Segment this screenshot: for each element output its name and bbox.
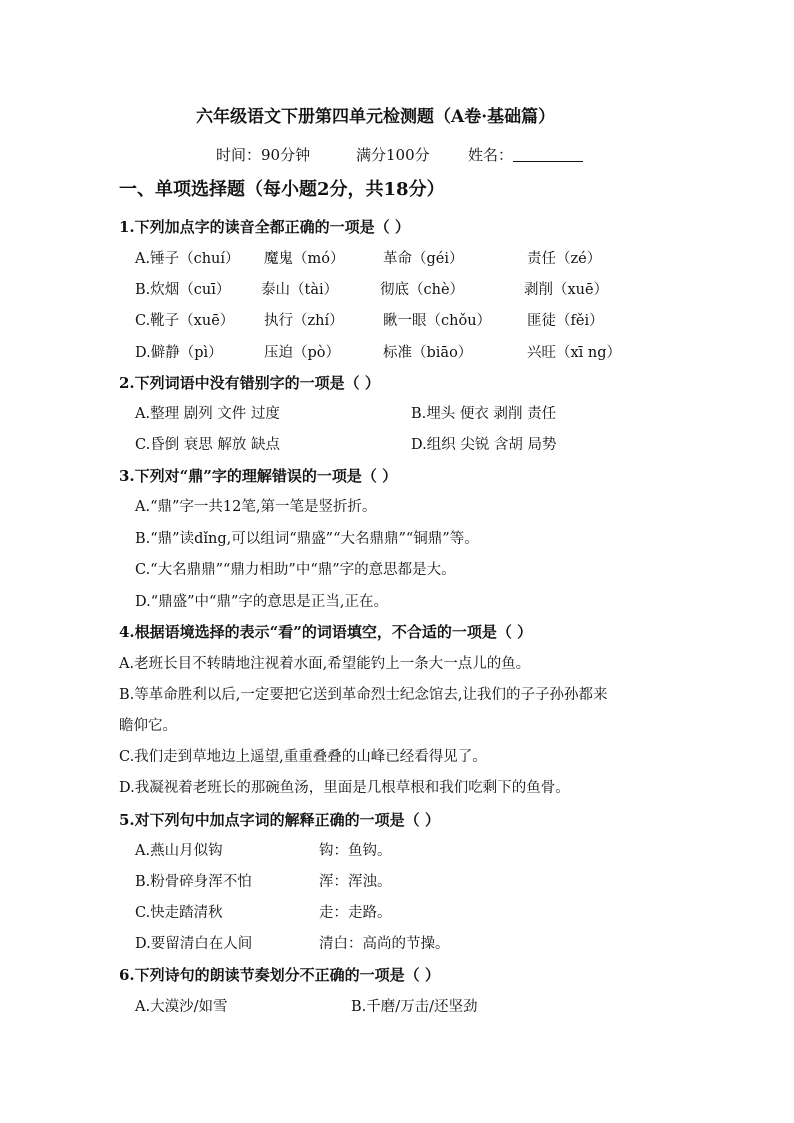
q1-option-d-1: D.僻静（pì） [135, 345, 223, 361]
q2-option-b: B.埋头 便衣 剥削 责任 [411, 406, 557, 422]
question-6-stem: 6.下列诗句的朗读节奏划分不正确的一项是（ ） [119, 966, 440, 984]
q1-option-c-4: 匪徒（fěi） [527, 313, 604, 329]
q5-option-b: B.粉骨碎身浑不怕 [135, 874, 252, 890]
q4-option-c: C.我们走到草地边上遥望,重重叠叠的山峰已经看得见了。 [119, 749, 487, 765]
q1-option-b-4: 剥削（xuē） [524, 282, 609, 298]
question-5-stem: 5.对下列句中加点字词的解释正确的一项是（ ） [119, 811, 440, 829]
q3-option-d: D.“鼎盛”中“鼎”字的意思是正当,正在。 [135, 594, 388, 610]
q6-option-b: B.千磨/万击/还坚劲 [351, 999, 478, 1015]
q4-option-d: D.我凝视着老班长的那碗鱼汤，里面是几根草根和我们吃剩下的鱼骨。 [119, 780, 570, 796]
question-2-stem: 2.下列词语中没有错别字的一项是（ ） [119, 374, 380, 392]
exam-full-score: 满分100分 [356, 146, 430, 164]
q1-option-b-2: 泰山（tài） [261, 282, 339, 298]
name-blank[interactable] [513, 147, 583, 162]
q1-option-a-1: A.锤子（chuí） [135, 251, 240, 267]
q2-option-c: C.昏倒 衰思 解放 缺点 [135, 437, 281, 453]
q3-option-b: B.“鼎”读dǐng,可以组词“鼎盛”“大名鼎鼎”“铜鼎”等。 [135, 531, 479, 547]
exam-time: 时间：90分钟 [216, 146, 311, 164]
q5-option-a-explain: 钩：鱼钩。 [319, 843, 392, 859]
q2-option-a: A.整理 剧列 文件 过度 [135, 406, 280, 422]
q5-option-d-explain: 清白：高尚的节操。 [319, 936, 450, 952]
q1-option-c-2: 执行（zhí） [264, 313, 344, 329]
name-field[interactable] [468, 145, 583, 165]
name-label: 姓名： [468, 146, 514, 164]
q5-option-c-explain: 走：走路。 [319, 905, 392, 921]
q1-option-d-3: 标准（biāo） [383, 345, 473, 361]
q5-option-a: A.燕山月似钩 [135, 843, 223, 859]
q4-option-b-cont: 瞻仰它。 [119, 718, 177, 734]
question-3-stem: 3.下列对“鼎”字的理解错误的一项是（ ） [119, 467, 398, 485]
q1-option-a-3: 革命（géi） [383, 251, 464, 267]
q6-option-a: A.大漠沙/如雪 [135, 999, 228, 1015]
q5-option-b-explain: 浑：浑浊。 [319, 874, 392, 890]
q4-option-a: A.老班长目不转睛地注视着水面,希望能钓上一条大一点儿的鱼。 [119, 656, 531, 672]
q1-option-b-1: B.炊烟（cuī） [135, 282, 231, 298]
q5-option-c: C.快走踏清秋 [135, 905, 223, 921]
q1-option-c-1: C.靴子（xuē） [135, 313, 235, 329]
q2-option-d: D.组织 尖锐 含胡 局势 [411, 437, 557, 453]
page-title: 六年级语文下册第四单元检测题（A卷·基础篇） [196, 107, 556, 127]
q3-option-a: A.“鼎”字一共12笔,第一笔是竖折折。 [135, 499, 377, 515]
q1-option-a-4: 责任（zé） [527, 251, 602, 267]
q1-option-a-2: 魔鬼（mó） [264, 251, 345, 267]
q3-option-c: C.“大名鼎鼎”“鼎力相助”中“鼎”字的意思都是大。 [135, 562, 456, 578]
question-1-stem: 1.下列加点字的读音全都正确的一项是（ ） [119, 218, 410, 236]
q4-option-b: B.等革命胜利以后,一定要把它送到革命烈士纪念馆去,让我们的子子孙孙都来 [119, 687, 608, 703]
q1-option-d-4: 兴旺（xī ng） [527, 345, 622, 361]
q1-option-d-2: 压迫（pò） [264, 345, 341, 361]
q1-option-b-3: 彻底（chè） [380, 282, 465, 298]
q5-option-d: D.要留清白在人间 [135, 936, 253, 952]
q1-option-c-3: 瞅一眼（chǒu） [383, 313, 492, 329]
section-title: 一、单项选择题（每小题2分，共18分） [119, 179, 445, 200]
question-4-stem: 4.根据语境选择的表示“看”的词语填空，不合适的一项是（ ） [119, 623, 533, 641]
